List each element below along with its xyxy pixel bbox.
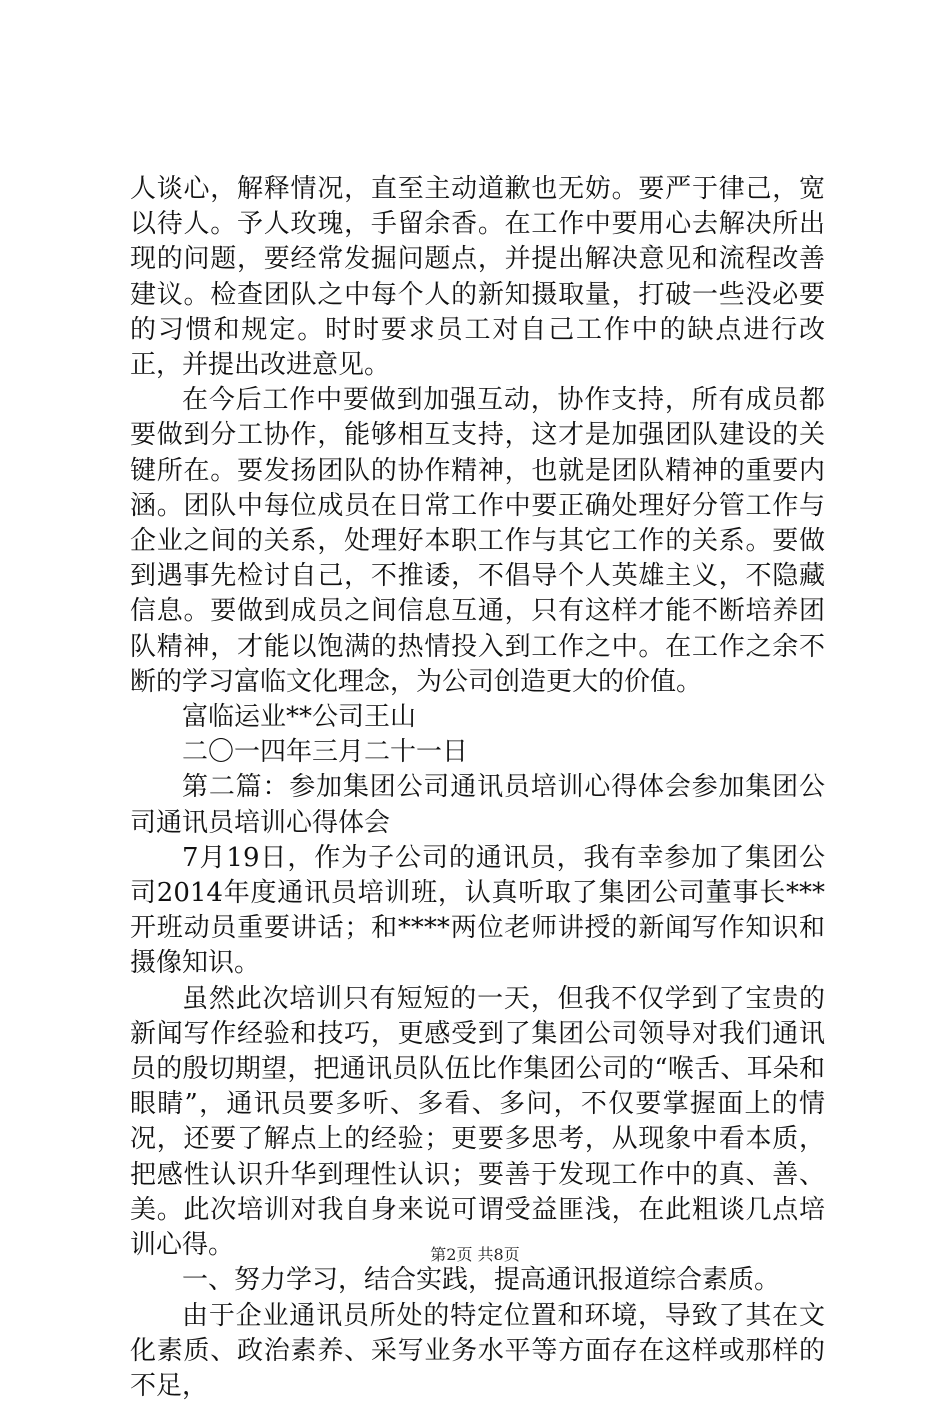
date-line: 二〇一四年三月二十一日 <box>130 735 825 770</box>
page-footer <box>0 1245 950 1265</box>
section-heading: 第二篇：参加集团公司通讯员培训心得体会参加集团公司通讯员培训心得体会 <box>130 770 825 840</box>
signature-line: 富临运业**公司王山 <box>130 700 825 735</box>
paragraph: 人谈心，解释情况，直至主动道歉也无妨。要严于律己，宽以待人。予人玫瑰，手留余香。在工作中要用心去解决所出现的问题，要经常发掘问题点，并提出解决意见和流程改善建议。检查团队之中每个人的新知摄取量，打破一些没必要的习惯和规定。时时要求员工对自己工作中的缺点进行改正，并提出改进意见。 <box>130 172 825 383</box>
paragraph: 7月19日，作为子公司的通讯员，我有幸参加了集团公司2014年度通讯员培训班，认真听取了集团公司董事长***开班动员重要讲话；和****两位老师讲授的新闻写作知识和摄像知识。 <box>130 841 825 982</box>
paragraph: 由于企业通讯员所处的特定位置和环境，导致了其在文化素质、政治素养、采写业务水平等方面存在这样或那样的不足， <box>130 1299 825 1404</box>
subsection-heading: 一、努力学习，结合实践，提高通讯报道综合素质。 <box>130 1263 825 1298</box>
page-number: 第2页 共8页 <box>430 1245 519 1264</box>
document-body <box>130 172 825 1404</box>
paragraph: 虽然此次培训只有短短的一天，但我不仅学到了宝贵的新闻写作经验和技巧，更感受到了集团公司领导对我们通讯员的殷切期望，把通讯员队伍比作集团公司的“喉舌、耳朵和眼睛”，通讯员要多听、多看、多问，不仅要掌握面上的情况，还要了解点上的经验；更要多思考，从现象中看本质，把感性认识升华到理性认识；要善于发现工作中的真、善、美。此次培训对我自身来说可谓受益匪浅，在此粗谈几点培训心得。 <box>130 982 825 1264</box>
paragraph: 在今后工作中要做到加强互动，协作支持，所有成员都要做到分工协作，能够相互支持，这才是加强团队建设的关键所在。要发扬团队的协作精神，也就是团队精神的重要内涵。团队中每位成员在日常工作中要正确处理好分管工作与企业之间的关系，处理好本职工作与其它工作的关系。要做到遇事先检讨自己，不推诿，不倡导个人英雄主义，不隐藏信息。要做到成员之间信息互通，只有这样才能不断培养团队精神，才能以饱满的热情投入到工作之中。在工作之余不断的学习富临文化理念，为公司创造更大的价值。 <box>130 383 825 700</box>
